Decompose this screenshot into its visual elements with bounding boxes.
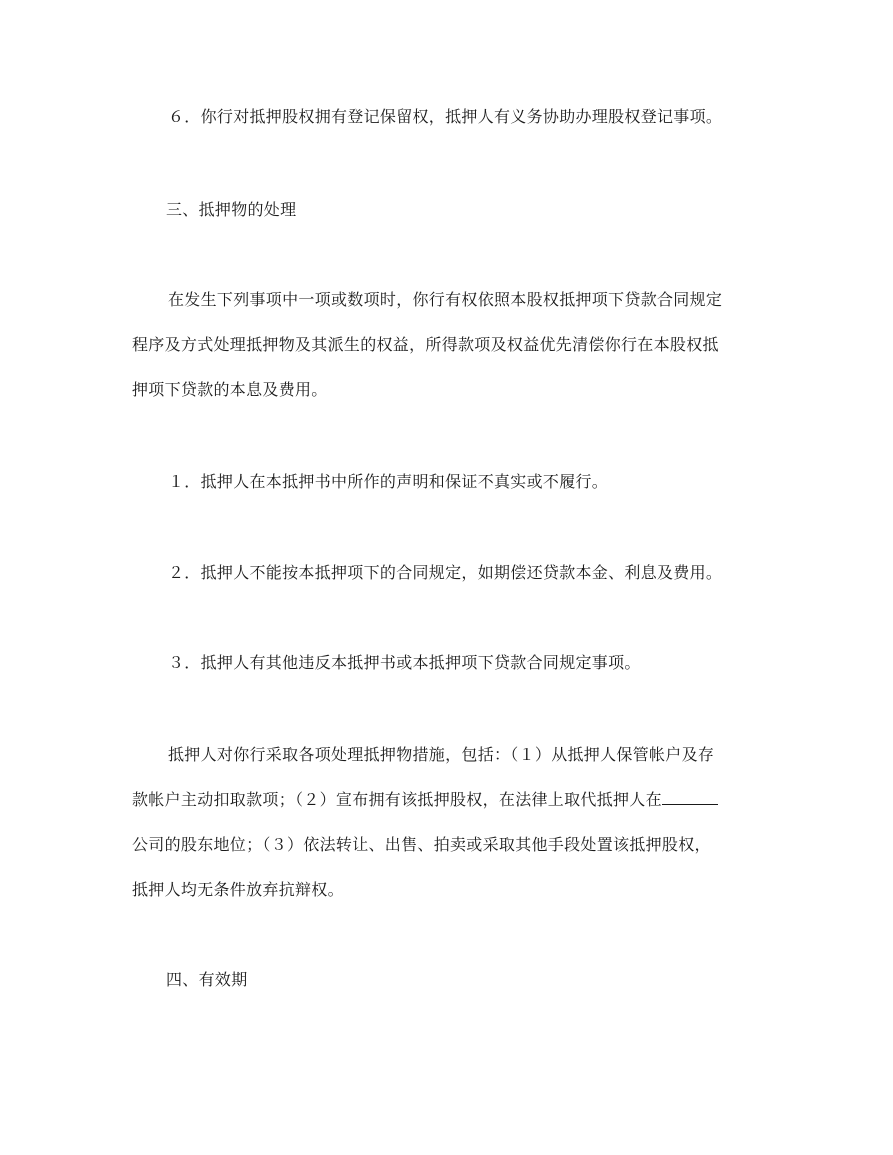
paragraph-measures-line-3: 公司的股东地位；（３）依法转让、出售、拍卖或采取其他手段处置该抵押股权， <box>132 835 711 854</box>
paragraph-measures-line-1: 抵押人对你行采取各项处理抵押物措施，包括：（１）从抵押人保管帐户及存 <box>168 745 715 764</box>
paragraph-measures-line-2 <box>132 790 718 810</box>
paragraph-disposal-line-3: 押项下贷款的本息及费用。 <box>132 380 328 399</box>
section-heading-disposal: 三、抵押物的处理 <box>166 200 297 219</box>
clause-item-6: ６．你行对抵押股权拥有登记保留权，抵押人有义务协助办理股权登记事项。 <box>168 107 723 126</box>
paragraph-disposal-line-1: 在发生下列事项中一项或数项时，你行有权依照本股权抵押项下贷款合同规定 <box>168 290 723 309</box>
paragraph-disposal-line-2: 程序及方式处理抵押物及其派生的权益，所得款项及权益优先清偿你行在本股权抵 <box>132 335 719 354</box>
section-heading-validity: 四、有效期 <box>166 970 248 989</box>
paragraph-measures-line-4: 抵押人均无条件放弃抗辩权。 <box>132 880 344 899</box>
paragraph-measures-line-2-text: 款帐户主动扣取款项；（２）宣布拥有该抵押股权，在法律上取代抵押人在 <box>132 790 662 809</box>
company-name-blank <box>662 790 718 805</box>
list-item-2: ２．抵押人不能按本抵押项下的合同规定，如期偿还贷款本金、利息及费用。 <box>168 563 723 582</box>
list-item-3: ３．抵押人有其他违反本抵押书或本抵押项下贷款合同规定事项。 <box>168 653 641 672</box>
list-item-1: １．抵押人在本抵押书中所作的声明和保证不真实或不履行。 <box>168 472 609 491</box>
